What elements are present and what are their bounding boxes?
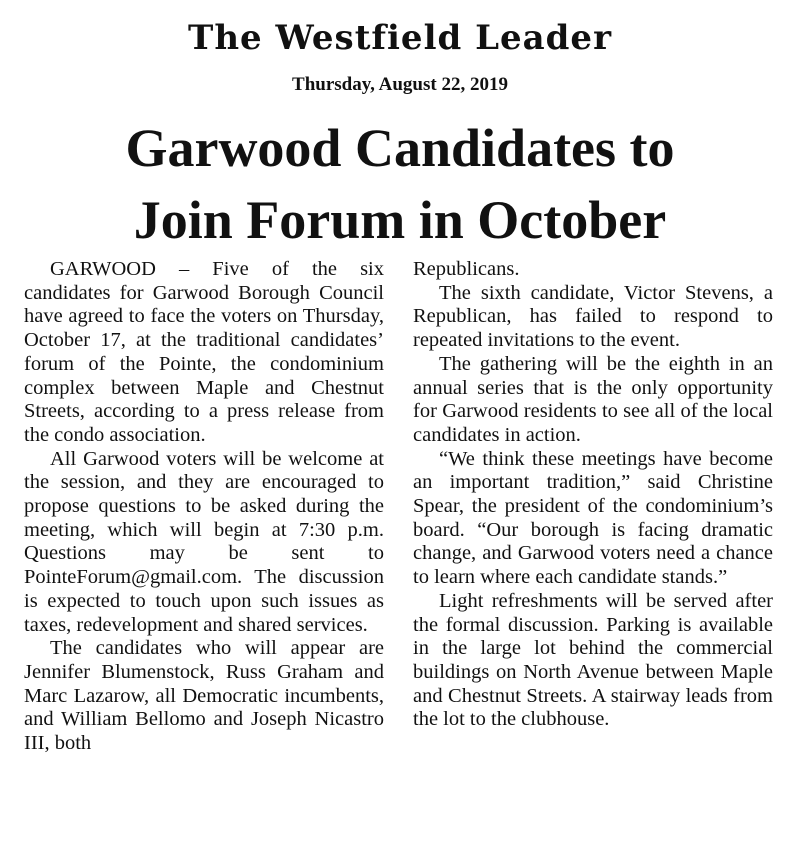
headline: [0, 112, 800, 256]
dateline: Thursday, August 22, 2019: [292, 74, 508, 95]
article-paragraph: All Garwood voters will be welcome at the session, and they are encouraged to propose questions to be asked during the meeting, which will begin at 7:30 p.m. Questions may be sent to PointeForum@gmail.com. The discussion is expected to touch upon such issues as taxes, redevelopment and shared services.: [24, 447, 384, 636]
article-column-left: [24, 258, 384, 756]
article-paragraph: The gathering will be the eighth in an annual series that is the only opportunity for Garwood residents to see all of the local candidates in action.: [413, 352, 773, 446]
article-paragraph: The candidates who will appear are Jennifer Blumenstock, Russ Graham and Marc Lazarow, all Democratic incumbents, and William Bellomo and Joseph Nicastro III, both: [24, 637, 384, 755]
headline-line-2: Join Forum in October: [133, 190, 667, 250]
article-paragraph: GARWOOD – Five of the six candidates for Garwood Borough Council have agreed to face the voters on Thursday, October 17, at the traditional candidates’ forum of the Pointe, the condominium complex between Maple and Chestnut Streets, according to a press release from the condo association.: [24, 258, 384, 446]
article-column-right: [413, 258, 773, 732]
article-paragraph: Light refreshments will be served after the formal discussion. Parking is available in the large lot behind the commercial buildings on North Avenue between Maple and Chestnut Streets. A stairway leads from the lot to the clubhouse.: [413, 589, 773, 731]
article-paragraph-continued: Republicans.: [413, 258, 520, 280]
article-paragraph: “We think these meetings have become an important tradition,” said Christine Spear, the president of the condominium’s board. “Our borough is facing dramatic change, and Garwood voters need a chance to learn where each candidate stands.”: [413, 447, 773, 589]
headline-line-1: Garwood Candidates to: [125, 118, 675, 178]
masthead: The Westfield Leader: [188, 18, 612, 58]
article-paragraph: The sixth candidate, Victor Stevens, a Republican, has failed to respond to repeated invitations to the event.: [413, 281, 773, 352]
